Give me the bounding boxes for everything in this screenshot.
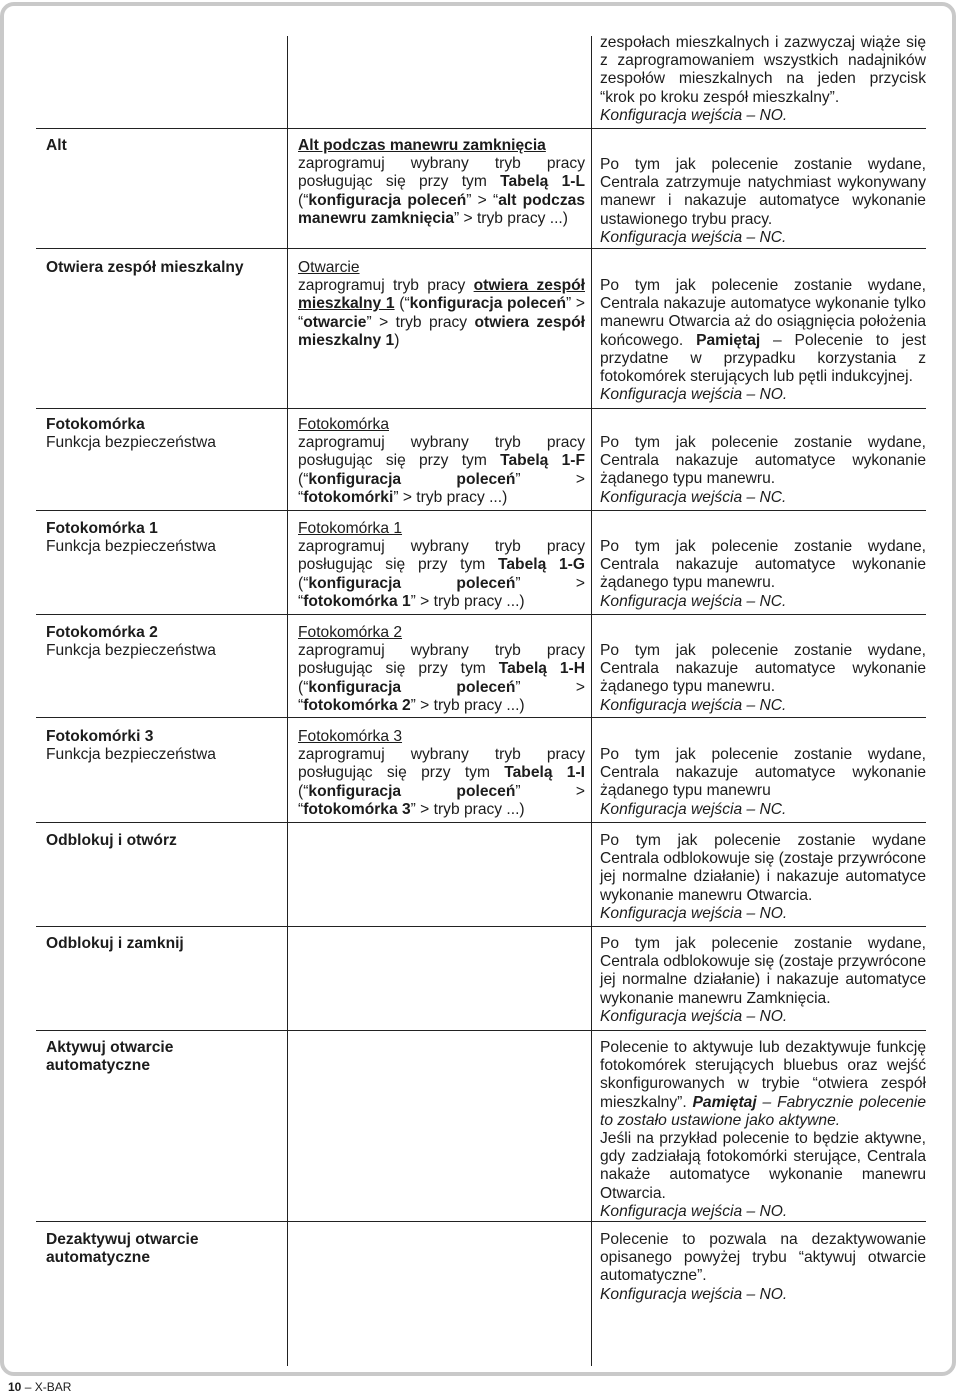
program-text: ” > tryb pracy [366, 313, 475, 331]
row-divider [36, 822, 926, 823]
row-divider [36, 128, 926, 129]
command-name-aktywuj: Aktywuj otwarcie automatyczne [46, 1039, 174, 1075]
row-divider [36, 614, 926, 615]
program-title: Alt podczas manewru zamknięcia [298, 137, 546, 154]
description-text: zespołach mieszkalnych i zazwyczaj wiąże się z zaprogramowaniem wszystkich nadajników zespołów mieszkalnych na jeden przycisk “krok po kroku zespół mieszkalny”. [600, 34, 926, 106]
command-title: Fotokomórka 1 [46, 520, 158, 537]
input-config: Konfiguracja wejścia – NO. [600, 1285, 788, 1303]
row-divider [36, 408, 926, 409]
command-name-alt: Alt [46, 137, 67, 154]
description-odblokuj-zamknij [600, 935, 926, 1026]
description-alt [600, 156, 926, 247]
menu-path-item: konfiguracja poleceń [308, 678, 516, 696]
command-title: Fotokomórka [46, 416, 145, 433]
program-text: zaprogramuj wybrany tryb pracy posługując się przy tym [298, 746, 585, 782]
program-text: zaprogramuj wybrany tryb pracy posługując się przy tym [298, 538, 585, 574]
command-name-fotokomorka-2 [46, 624, 276, 660]
program-text: ” > “ [298, 782, 585, 818]
description-text: Po tym jak polecenie zostanie wydane, Centrala nakazuje automatyce wykonanie żądanego typu manewru [600, 746, 926, 800]
mode-name: otwiera zespół mieszkalny 1 [298, 277, 585, 313]
description-fotokomorka-1 [600, 538, 926, 611]
description-text: Po tym jak polecenie zostanie wydane, Centrala nakazuje automatyce wykonanie żądanego typu manewru. [600, 434, 926, 488]
note-label: Pamiętaj [692, 1093, 757, 1111]
programming-fotokomorka-2 [298, 624, 585, 715]
table-reference: Tabelą 1-I [504, 764, 585, 782]
programming-otwiera [298, 259, 585, 350]
program-text: zaprogramuj wybrany tryb pracy posługując się przy tym [298, 434, 585, 470]
program-text: zaprogramuj wybrany tryb pracy posługując się przy tym [298, 155, 585, 191]
command-subtitle: Funkcja bezpieczeństwa [46, 746, 216, 764]
description-fotokomorka [600, 434, 926, 507]
menu-path-item: fotokomórka 1 [303, 592, 411, 610]
program-text: ” > tryb pracy ...) [410, 800, 525, 818]
description-text: Po tym jak polecenie zostanie wydane, Centrala zatrzymuje natychmiast wykonywany manewr i nakazuje automatyce wykonanie ustawionego trybu pracy. [600, 156, 926, 228]
row-divider [36, 717, 926, 718]
input-config: Konfiguracja wejścia – NO. [600, 1007, 788, 1025]
command-name-dezaktywuj: Dezaktywuj otwarcie automatyczne [46, 1231, 199, 1267]
program-text: (“ [394, 295, 410, 313]
programming-fotokomorka [298, 416, 585, 507]
program-title: Fotokomórka [298, 416, 389, 433]
program-text: ” > tryb pracy ...) [410, 696, 525, 714]
table-reference: Tabelą 1-L [500, 173, 586, 191]
program-text: (“ [298, 678, 309, 696]
row-divider [36, 1030, 926, 1031]
description-text: Po tym jak polecenie zostanie wydane Centrala odblokowuje się (zostaje przywrócone jej normalne działanie) i nakazuje automatyce wykonanie manewru Otwarcia. [600, 832, 926, 904]
description-odblokuj-otworz [600, 832, 926, 923]
input-config: Konfiguracja wejścia – NC. [600, 228, 787, 246]
description-dezaktywuj [600, 1231, 926, 1304]
column-divider [591, 36, 592, 1366]
description-text: Po tym jak polecenie zostanie wydane, Centrala nakazuje automatyce wykonanie żądanego typu manewru. [600, 642, 926, 696]
table-reference: Tabelą 1-F [500, 452, 586, 470]
command-title: Fotokomórka 2 [46, 624, 158, 641]
mode-name: otwiera zespół mieszkalny 1 [298, 313, 585, 349]
input-config: Konfiguracja wejścia – NO. [600, 1202, 788, 1220]
footer-separator: – [21, 1380, 35, 1394]
menu-path-item: alt podczas manewru zamknięcia [298, 191, 585, 227]
program-text: ” > tryb pracy ...) [410, 592, 525, 610]
command-name-odblokuj-otworz: Odblokuj i otwórz [46, 832, 177, 849]
command-title: Fotokomórki 3 [46, 728, 154, 745]
command-name-otwiera: Otwiera zespół mieszkalny [46, 259, 244, 276]
description-text: Po tym jak polecenie zostanie wydane, Centrala nakazuje automatyce wykonanie tylko manewru Otwarcia aż do osiągnięcia położenia końcowego. [600, 277, 926, 349]
program-text: (“ [298, 782, 309, 800]
description-aktywuj [600, 1039, 926, 1221]
program-text: ” > “ [466, 191, 499, 209]
program-title: Fotokomórka 3 [298, 728, 403, 745]
row-divider [36, 510, 926, 511]
input-config: Konfiguracja wejścia – NC. [600, 800, 787, 818]
footer-title: X-BAR [34, 1380, 72, 1394]
table-reference: Tabelą 1-G [498, 556, 585, 574]
command-name-fotokomorka [46, 416, 276, 452]
menu-path-item: konfiguracja poleceń [308, 191, 467, 209]
command-subtitle: Funkcja bezpieczeństwa [46, 538, 216, 556]
program-text: (“ [298, 191, 309, 209]
row-divider [36, 926, 926, 927]
menu-path-item: konfiguracja poleceń [308, 574, 516, 592]
programming-fotokomorka-1 [298, 520, 585, 611]
description-fotokomorka-2 [600, 642, 926, 715]
program-text: ” > “ [298, 470, 585, 506]
description-otwiera [600, 277, 926, 404]
input-config: Konfiguracja wejścia – NO. [600, 904, 788, 922]
programming-fotokomorka-3 [298, 728, 585, 819]
input-config: Konfiguracja wejścia – NC. [600, 488, 787, 506]
program-text: (“ [298, 470, 309, 488]
description-text: – Polecenie to jest przydatne w przypadku korzystania z fotokomórek sterujących lub pętli indukcyjnej. [600, 331, 926, 386]
description-text: Po tym jak polecenie zostanie wydane, Centrala odblokowuje się (zostaje przywrócone jej normalne działanie) i nakazuje automatyce wykonanie manewru Zamknięcia. [600, 935, 926, 1007]
menu-path-item: fotokomórka 3 [303, 800, 411, 818]
column-divider [287, 36, 288, 1366]
continuation-description [600, 34, 926, 125]
programming-alt [298, 137, 585, 228]
note-text: – Fabrycznie polecenie to zostało ustawione jako aktywne. [600, 1093, 926, 1129]
command-subtitle: Funkcja bezpieczeństwa [46, 434, 216, 452]
page-footer [8, 1380, 71, 1394]
description-text: Polecenie to aktywuje lub dezaktywuje funkcję fotokomórek sterujących bluebus oraz wejść skonfigurowanych w trybie “otwiera zespół mieszkalny”. [600, 1039, 926, 1111]
program-text: zaprogramuj wybrany tryb pracy posługując się przy tym [298, 642, 585, 678]
command-name-odblokuj-zamknij: Odblokuj i zamknij [46, 935, 184, 952]
input-config: Konfiguracja wejścia – NO. [600, 386, 788, 404]
description-text: Jeśli na przykład polecenie to będzie aktywne, gdy zadziałają fotokomórki sterujące, Centrala nakaże automatyce wykonanie manewru Otwarcia. [600, 1130, 926, 1202]
table-reference: Tabelą 1-H [498, 660, 585, 678]
input-config: Konfiguracja wejścia – NC. [600, 592, 787, 610]
menu-path-item: konfiguracja poleceń [409, 295, 566, 313]
description-text: Polecenie to pozwala na dezaktywowanie opisanego powyżej trybu “aktywuj otwarcie automatyczne”. [600, 1231, 926, 1285]
program-title: Fotokomórka 1 [298, 520, 403, 537]
program-text: (“ [298, 574, 309, 592]
description-text: Po tym jak polecenie zostanie wydane, Centrala nakazuje automatyce wykonanie żądanego typu manewru. [600, 538, 926, 592]
command-name-fotokomorka-1 [46, 520, 276, 556]
input-config: Konfiguracja wejścia – NO. [600, 106, 788, 124]
program-text: ” > tryb pracy ...) [393, 488, 508, 506]
page-number: 10 [8, 1380, 22, 1394]
program-text: zaprogramuj tryb pracy [298, 277, 474, 295]
menu-path-item: fotokomórki [303, 488, 394, 506]
menu-path-item: otwarcie [303, 313, 367, 331]
input-config: Konfiguracja wejścia – NC. [600, 696, 787, 714]
program-text: ” > “ [298, 574, 585, 610]
command-name-fotokomorka-3 [46, 728, 276, 764]
menu-path-item: konfiguracja poleceń [308, 470, 516, 488]
menu-path-item: fotokomórka 2 [303, 696, 411, 714]
program-title: Otwarcie [298, 259, 360, 276]
program-title: Fotokomórka 2 [298, 624, 403, 641]
command-subtitle: Funkcja bezpieczeństwa [46, 642, 216, 660]
note-label: Pamiętaj [696, 331, 761, 349]
menu-path-item: konfiguracja poleceń [308, 782, 516, 800]
program-text: ” > tryb pracy ...) [454, 209, 568, 227]
row-divider [36, 1221, 926, 1222]
program-text: ” > “ [298, 295, 585, 331]
row-divider [36, 248, 926, 249]
program-text: ) [394, 331, 400, 349]
description-fotokomorka-3 [600, 746, 926, 819]
program-text: ” > “ [298, 678, 585, 714]
